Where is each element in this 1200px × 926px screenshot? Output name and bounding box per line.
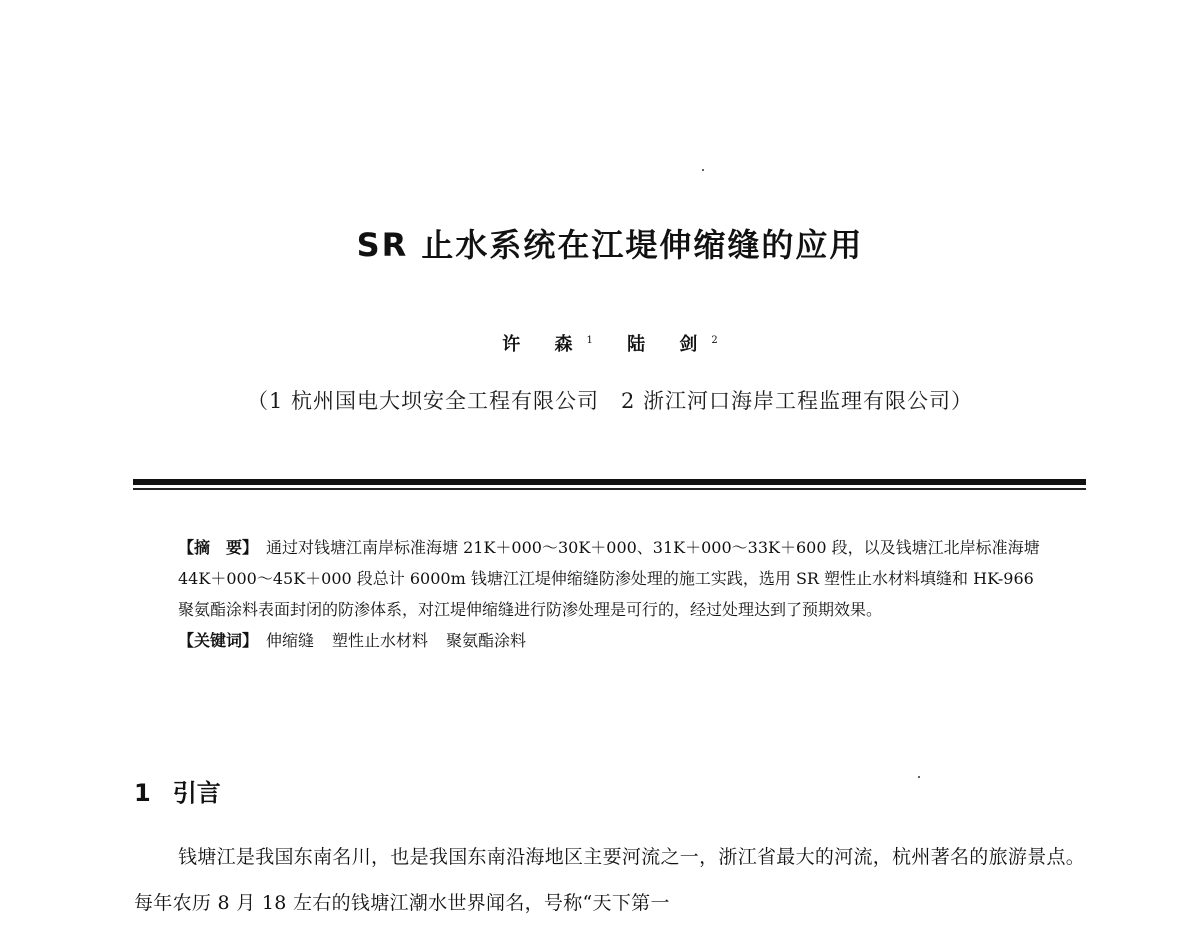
author-2: [627, 334, 718, 355]
author-2-name: 陆 剑: [627, 334, 712, 355]
body-paragraph: 钱塘江是我国东南名川，也是我国东南沿海地区主要河流之一，浙江省最大的河流，杭州著名的旅游景点。每年农历 8 月 18 左右的钱塘江潮水世界闻名，号称“天下第一: [134, 846, 1086, 914]
author-2-affiliation-mark: 2: [711, 335, 718, 346]
section-title: 引言: [172, 779, 221, 807]
title-separator-rule: [133, 479, 1086, 485]
keywords-paragraph: [178, 625, 1048, 656]
abstract-text: 通过对钱塘江南岸标准海塘 21K＋000～30K＋000、31K＋000～33K＋600 段，以及钱塘江北岸标准海塘 44K＋000～45K＋000 段总计 6000m 钱塘江江堤伸缩缝防渗处理的施工实践，选用 SR 塑性止水材料填缝和 HK-966 聚氨酯涂料表面封闭的防渗体系，对江堤伸缩缝进行防渗处理是可行的，经过处理达到了预期效果。: [178, 538, 1040, 619]
title-separator-rule-thin: [133, 488, 1086, 490]
affiliations: （1 杭州国电大坝安全工程有限公司 2 浙江河口海岸工程监理有限公司）: [246, 389, 974, 413]
keyword: 聚氨酯涂料: [446, 631, 527, 650]
author-line: [0, 330, 1200, 356]
keyword: 塑性止水材料: [332, 631, 429, 650]
keyword: 伸缩缝: [266, 631, 315, 650]
scan-speck: [702, 169, 704, 171]
author-1-affiliation-mark: 1: [586, 335, 593, 346]
body-text: [134, 834, 1086, 926]
author-1-name: 许 森: [502, 334, 587, 355]
paper-title: SR 止水系统在江堤伸缩缝的应用: [356, 226, 864, 264]
abstract-block: [178, 532, 1048, 656]
abstract-tag: 【摘 要】: [178, 538, 259, 557]
keywords-tag: 【关键词】: [178, 631, 259, 650]
section-heading: [134, 773, 221, 808]
scan-speck: [918, 776, 920, 778]
abstract-paragraph: [178, 532, 1048, 625]
author-1: [502, 334, 593, 355]
section-number: 1: [134, 779, 151, 807]
